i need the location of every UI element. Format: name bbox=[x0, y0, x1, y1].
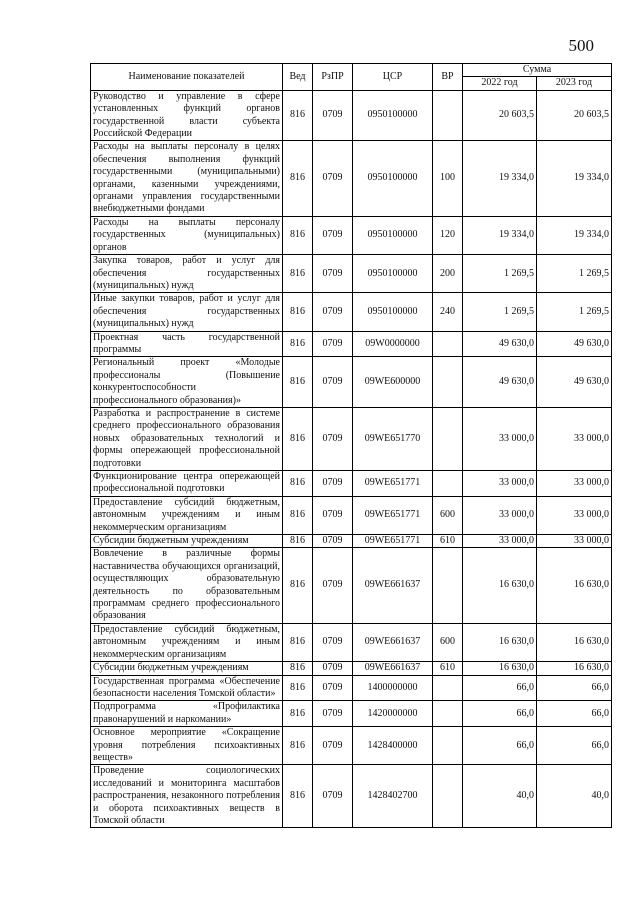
cell-csr: 09WE600000 bbox=[353, 357, 433, 408]
cell-vr bbox=[433, 331, 463, 357]
cell-sum-2023: 33 000,0 bbox=[537, 535, 612, 548]
table-row bbox=[91, 727, 612, 765]
cell-rzpr: 0709 bbox=[313, 548, 353, 623]
cell-csr: 1428400000 bbox=[353, 727, 433, 765]
cell-sum-2023: 16 630,0 bbox=[537, 623, 612, 661]
cell-ved: 816 bbox=[283, 662, 313, 675]
cell-rzpr: 0709 bbox=[313, 407, 353, 470]
cell-vr bbox=[433, 357, 463, 408]
header-name: Наименование показателей bbox=[91, 64, 283, 91]
cell-name: Предоставление субсидий бюджетным, автономным учреждениям и иным некоммерческим организациям bbox=[91, 496, 283, 534]
cell-sum-2022: 16 630,0 bbox=[463, 662, 537, 675]
cell-sum-2022: 66,0 bbox=[463, 675, 537, 701]
cell-sum-2022: 33 000,0 bbox=[463, 535, 537, 548]
cell-sum-2022: 33 000,0 bbox=[463, 407, 537, 470]
cell-rzpr: 0709 bbox=[313, 331, 353, 357]
cell-sum-2022: 19 334,0 bbox=[463, 216, 537, 254]
header-ved: Вед bbox=[283, 64, 313, 91]
cell-name: Закупка товаров, работ и услуг для обеспечения государственных (муниципальных) нужд bbox=[91, 255, 283, 293]
cell-csr: 09WE651771 bbox=[353, 471, 433, 497]
cell-vr bbox=[433, 471, 463, 497]
cell-csr: 0950100000 bbox=[353, 293, 433, 331]
cell-csr: 09WE661637 bbox=[353, 548, 433, 623]
cell-ved: 816 bbox=[283, 548, 313, 623]
cell-vr bbox=[433, 675, 463, 701]
cell-sum-2022: 33 000,0 bbox=[463, 471, 537, 497]
cell-sum-2023: 33 000,0 bbox=[537, 407, 612, 470]
cell-name: Региональный проект «Молодые профессионалы (Повышение конкурентоспособности профессионального образования)» bbox=[91, 357, 283, 408]
cell-sum-2022: 33 000,0 bbox=[463, 496, 537, 534]
cell-rzpr: 0709 bbox=[313, 471, 353, 497]
table-header-row bbox=[91, 64, 612, 77]
table-row bbox=[91, 255, 612, 293]
cell-rzpr: 0709 bbox=[313, 216, 353, 254]
cell-rzpr: 0709 bbox=[313, 90, 353, 141]
cell-ved: 816 bbox=[283, 675, 313, 701]
cell-name: Проектная часть государственной программы bbox=[91, 331, 283, 357]
cell-sum-2023: 66,0 bbox=[537, 675, 612, 701]
cell-name: Функционирование центра опережающей профессиональной подготовки bbox=[91, 471, 283, 497]
cell-ved: 816 bbox=[283, 623, 313, 661]
cell-csr: 0950100000 bbox=[353, 216, 433, 254]
table-row bbox=[91, 331, 612, 357]
cell-sum-2023: 16 630,0 bbox=[537, 662, 612, 675]
cell-name: Расходы на выплаты персоналу в целях обеспечения выполнения функций государственными (муниципальными) органами, казенными учреждениями, органами управления государственными внебюджетными фондами bbox=[91, 141, 283, 216]
cell-csr: 0950100000 bbox=[353, 141, 433, 216]
cell-vr: 120 bbox=[433, 216, 463, 254]
cell-csr: 09WE651771 bbox=[353, 496, 433, 534]
cell-rzpr: 0709 bbox=[313, 701, 353, 727]
cell-csr: 1428402700 bbox=[353, 765, 433, 828]
cell-sum-2022: 16 630,0 bbox=[463, 623, 537, 661]
cell-sum-2022: 66,0 bbox=[463, 727, 537, 765]
table-row bbox=[91, 765, 612, 828]
table-row bbox=[91, 141, 612, 216]
cell-csr: 1400000000 bbox=[353, 675, 433, 701]
cell-ved: 816 bbox=[283, 141, 313, 216]
header-vr: ВР bbox=[433, 64, 463, 91]
cell-rzpr: 0709 bbox=[313, 662, 353, 675]
cell-vr bbox=[433, 407, 463, 470]
cell-name: Вовлечение в различные формы наставничества обучающихся организаций, осуществляющих образовательную деятельность по образовательным программам среднего профессионального образования bbox=[91, 548, 283, 623]
cell-vr bbox=[433, 548, 463, 623]
cell-vr: 600 bbox=[433, 623, 463, 661]
cell-csr: 1420000000 bbox=[353, 701, 433, 727]
table-row bbox=[91, 701, 612, 727]
header-year-2023: 2023 год bbox=[537, 77, 612, 90]
cell-csr: 09WE661637 bbox=[353, 662, 433, 675]
cell-sum-2023: 49 630,0 bbox=[537, 331, 612, 357]
cell-vr: 610 bbox=[433, 662, 463, 675]
table-row bbox=[91, 675, 612, 701]
cell-rzpr: 0709 bbox=[313, 765, 353, 828]
cell-ved: 816 bbox=[283, 216, 313, 254]
cell-sum-2023: 66,0 bbox=[537, 727, 612, 765]
cell-sum-2022: 49 630,0 bbox=[463, 331, 537, 357]
cell-vr: 200 bbox=[433, 255, 463, 293]
cell-csr: 09WE651770 bbox=[353, 407, 433, 470]
cell-sum-2022: 16 630,0 bbox=[463, 548, 537, 623]
cell-name: Государственная программа «Обеспечение безопасности населения Томской области» bbox=[91, 675, 283, 701]
cell-sum-2022: 20 603,5 bbox=[463, 90, 537, 141]
table-row bbox=[91, 548, 612, 623]
cell-name: Подпрограмма «Профилактика правонарушений и наркомании» bbox=[91, 701, 283, 727]
cell-name: Основное мероприятие «Сокращение уровня потребления психоактивных веществ» bbox=[91, 727, 283, 765]
cell-rzpr: 0709 bbox=[313, 675, 353, 701]
cell-rzpr: 0709 bbox=[313, 255, 353, 293]
cell-csr: 0950100000 bbox=[353, 255, 433, 293]
header-year-2022: 2022 год bbox=[463, 77, 537, 90]
cell-name: Разработка и распространение в системе среднего профессионального образования новых образовательных технологий и формы опережающей профессиональной подготовки bbox=[91, 407, 283, 470]
page-number: 500 bbox=[568, 36, 594, 55]
table-row bbox=[91, 293, 612, 331]
cell-vr: 240 bbox=[433, 293, 463, 331]
cell-sum-2023: 20 603,5 bbox=[537, 90, 612, 141]
cell-csr: 09WE661637 bbox=[353, 623, 433, 661]
table-row bbox=[91, 407, 612, 470]
cell-ved: 816 bbox=[283, 90, 313, 141]
cell-sum-2023: 33 000,0 bbox=[537, 496, 612, 534]
budget-table bbox=[90, 63, 612, 828]
cell-sum-2023: 66,0 bbox=[537, 701, 612, 727]
cell-ved: 816 bbox=[283, 407, 313, 470]
cell-name: Предоставление субсидий бюджетным, автономным учреждениям и иным некоммерческим организациям bbox=[91, 623, 283, 661]
cell-ved: 816 bbox=[283, 357, 313, 408]
cell-name: Расходы на выплаты персоналу государственных (муниципальных) органов bbox=[91, 216, 283, 254]
table-row bbox=[91, 496, 612, 534]
cell-sum-2023: 1 269,5 bbox=[537, 293, 612, 331]
cell-sum-2023: 19 334,0 bbox=[537, 216, 612, 254]
cell-sum-2023: 19 334,0 bbox=[537, 141, 612, 216]
cell-sum-2022: 40,0 bbox=[463, 765, 537, 828]
table-row bbox=[91, 90, 612, 141]
cell-ved: 816 bbox=[283, 535, 313, 548]
table-row bbox=[91, 535, 612, 548]
cell-rzpr: 0709 bbox=[313, 293, 353, 331]
cell-ved: 816 bbox=[283, 727, 313, 765]
table-row bbox=[91, 357, 612, 408]
table-row bbox=[91, 662, 612, 675]
cell-csr: 09WE651771 bbox=[353, 535, 433, 548]
cell-name: Проведение социологических исследований и мониторинга масштабов распространения, незаконного потребления и оборота психоактивных веществ в Томской области bbox=[91, 765, 283, 828]
cell-rzpr: 0709 bbox=[313, 727, 353, 765]
header-sum: Сумма bbox=[463, 64, 612, 77]
table-row bbox=[91, 471, 612, 497]
cell-vr bbox=[433, 90, 463, 141]
cell-sum-2022: 49 630,0 bbox=[463, 357, 537, 408]
cell-sum-2023: 16 630,0 bbox=[537, 548, 612, 623]
cell-rzpr: 0709 bbox=[313, 496, 353, 534]
cell-sum-2022: 1 269,5 bbox=[463, 255, 537, 293]
cell-ved: 816 bbox=[283, 496, 313, 534]
cell-sum-2023: 1 269,5 bbox=[537, 255, 612, 293]
cell-csr: 0950100000 bbox=[353, 90, 433, 141]
table-row bbox=[91, 216, 612, 254]
cell-ved: 816 bbox=[283, 471, 313, 497]
cell-name: Иные закупки товаров, работ и услуг для обеспечения государственных (муниципальных) нужд bbox=[91, 293, 283, 331]
cell-vr bbox=[433, 727, 463, 765]
cell-ved: 816 bbox=[283, 255, 313, 293]
table-row bbox=[91, 623, 612, 661]
header-csr: ЦСР bbox=[353, 64, 433, 91]
cell-sum-2023: 33 000,0 bbox=[537, 471, 612, 497]
cell-rzpr: 0709 bbox=[313, 141, 353, 216]
cell-name: Субсидии бюджетным учреждениям bbox=[91, 535, 283, 548]
cell-vr bbox=[433, 701, 463, 727]
cell-sum-2022: 66,0 bbox=[463, 701, 537, 727]
cell-sum-2023: 40,0 bbox=[537, 765, 612, 828]
cell-rzpr: 0709 bbox=[313, 535, 353, 548]
cell-ved: 816 bbox=[283, 701, 313, 727]
cell-vr: 600 bbox=[433, 496, 463, 534]
cell-name: Субсидии бюджетным учреждениям bbox=[91, 662, 283, 675]
cell-name: Руководство и управление в сфере установленных функций органов государственной власти субъекта Российской Федерации bbox=[91, 90, 283, 141]
cell-csr: 09W0000000 bbox=[353, 331, 433, 357]
cell-sum-2022: 1 269,5 bbox=[463, 293, 537, 331]
cell-vr: 610 bbox=[433, 535, 463, 548]
cell-rzpr: 0709 bbox=[313, 357, 353, 408]
cell-ved: 816 bbox=[283, 765, 313, 828]
cell-rzpr: 0709 bbox=[313, 623, 353, 661]
header-rzpr: РзПР bbox=[313, 64, 353, 91]
cell-vr bbox=[433, 765, 463, 828]
cell-ved: 816 bbox=[283, 293, 313, 331]
cell-ved: 816 bbox=[283, 331, 313, 357]
cell-sum-2023: 49 630,0 bbox=[537, 357, 612, 408]
cell-sum-2022: 19 334,0 bbox=[463, 141, 537, 216]
cell-vr: 100 bbox=[433, 141, 463, 216]
